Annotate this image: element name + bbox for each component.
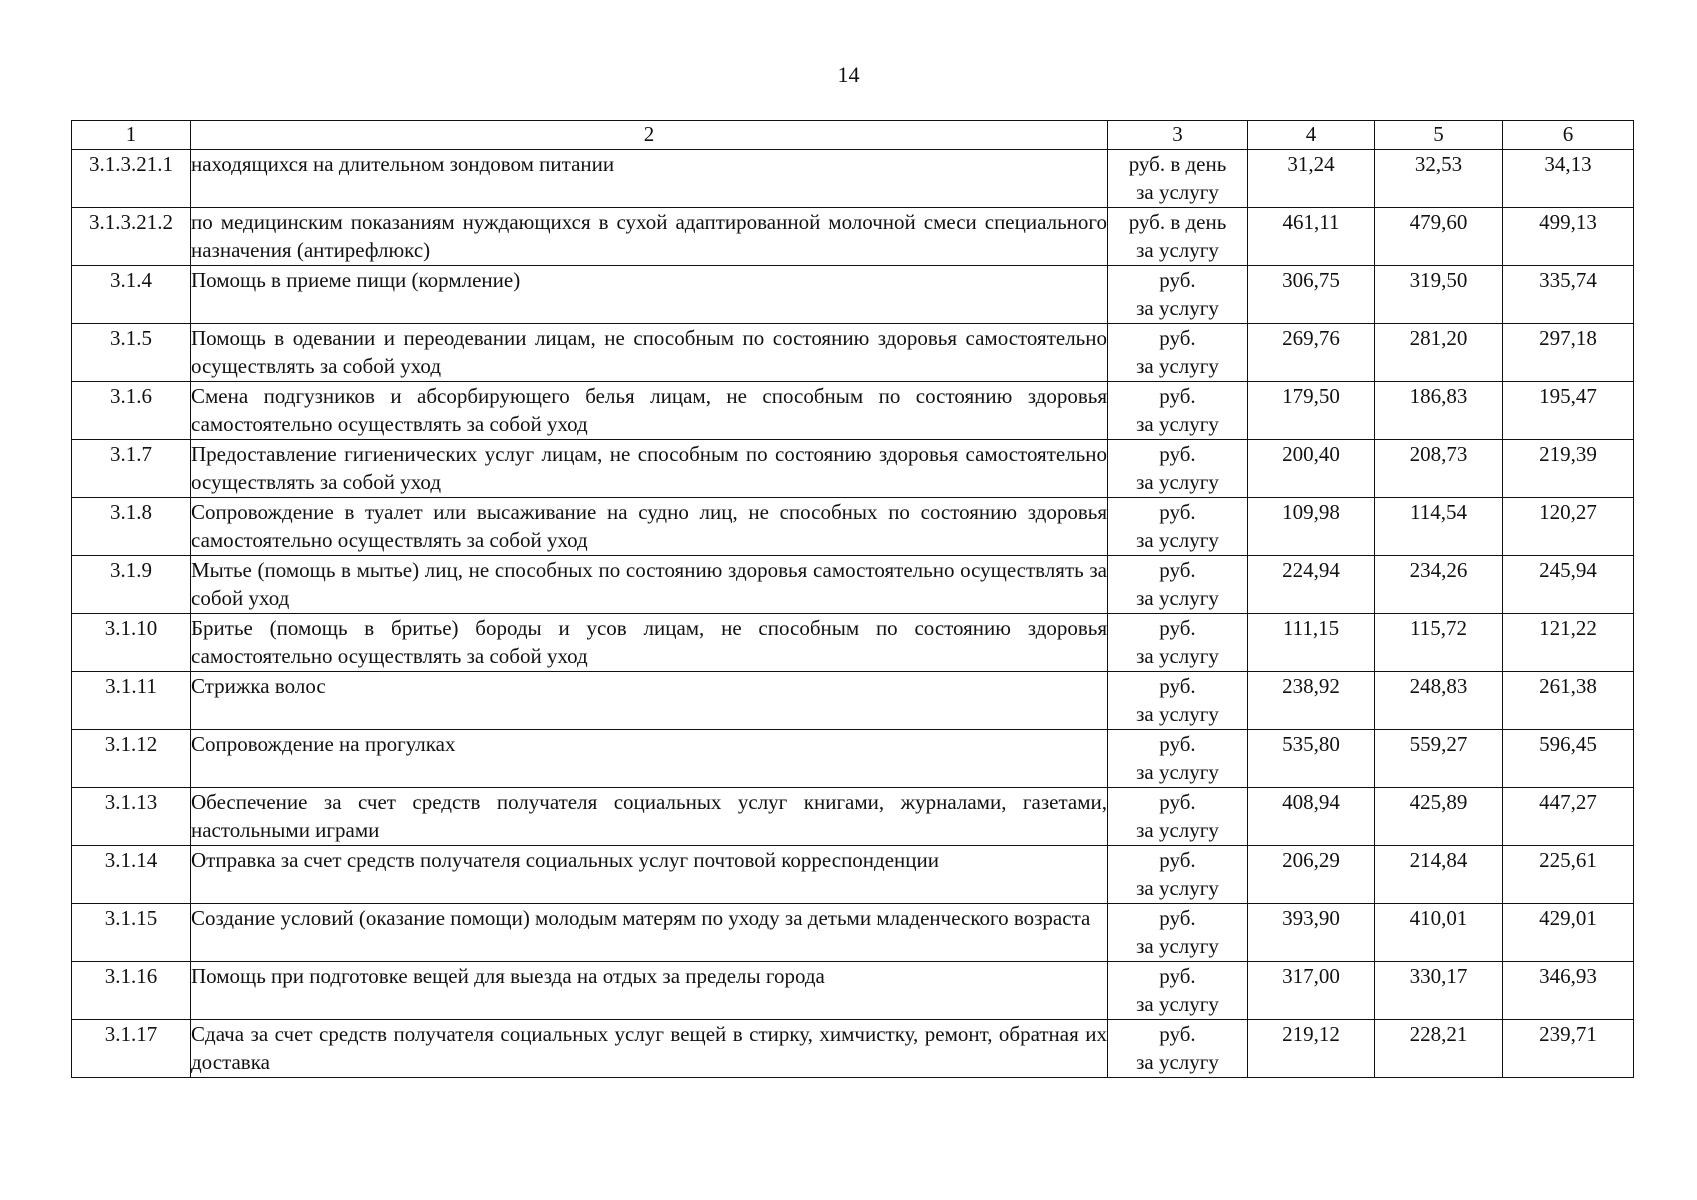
price-col-5: 186,83 (1375, 382, 1503, 440)
unit (1108, 1020, 1248, 1078)
column-number: 4 (1248, 121, 1375, 150)
unit-line: руб. (1159, 1022, 1196, 1046)
unit-line: руб. (1159, 790, 1196, 814)
table-row (72, 150, 1634, 208)
price-col-5: 479,60 (1375, 208, 1503, 266)
price-col-6: 219,39 (1503, 440, 1634, 498)
unit-line: руб. (1159, 442, 1196, 466)
table-row (72, 730, 1634, 788)
service-code: 3.1.7 (72, 440, 191, 498)
unit (1108, 788, 1248, 846)
price-col-6: 120,27 (1503, 498, 1634, 556)
unit-line: руб. (1159, 384, 1196, 408)
unit-line: за услугу (1136, 180, 1219, 204)
service-code: 3.1.9 (72, 556, 191, 614)
column-number: 3 (1108, 121, 1248, 150)
unit (1108, 672, 1248, 730)
service-description: Мытье (помощь в мытье) лиц, не способных по состоянию здоровья самостоятельно осуществлять за собой уход (191, 556, 1108, 614)
price-col-4: 306,75 (1248, 266, 1375, 324)
column-number-row (72, 121, 1634, 150)
unit (1108, 324, 1248, 382)
price-col-5: 114,54 (1375, 498, 1503, 556)
price-col-4: 238,92 (1248, 672, 1375, 730)
price-col-6: 596,45 (1503, 730, 1634, 788)
table-row (72, 440, 1634, 498)
unit-line: за услугу (1136, 296, 1219, 320)
unit-line: за услугу (1136, 238, 1219, 262)
unit-line: руб. (1159, 906, 1196, 930)
price-col-6: 261,38 (1503, 672, 1634, 730)
service-code: 3.1.10 (72, 614, 191, 672)
unit-line: руб. (1159, 326, 1196, 350)
price-col-4: 461,11 (1248, 208, 1375, 266)
unit (1108, 498, 1248, 556)
tariff-table (71, 120, 1634, 1078)
price-col-4: 219,12 (1248, 1020, 1375, 1078)
service-code: 3.1.17 (72, 1020, 191, 1078)
price-col-5: 115,72 (1375, 614, 1503, 672)
service-description: Помощь при подготовке вещей для выезда на отдых за пределы города (191, 962, 1108, 1020)
service-code: 3.1.12 (72, 730, 191, 788)
unit-line: за услугу (1136, 760, 1219, 784)
unit-line: руб. (1159, 558, 1196, 582)
page-number: 14 (837, 62, 860, 87)
service-description: Обеспечение за счет средств получателя социальных услуг книгами, журналами, газетами, настольными играми (191, 788, 1108, 846)
price-col-5: 228,21 (1375, 1020, 1503, 1078)
price-col-4: 535,80 (1248, 730, 1375, 788)
price-col-5: 208,73 (1375, 440, 1503, 498)
price-col-6: 34,13 (1503, 150, 1634, 208)
unit-line: за услугу (1136, 818, 1219, 842)
table-row (72, 324, 1634, 382)
service-description: Отправка за счет средств получателя социальных услуг почтовой корреспонденции (191, 846, 1108, 904)
unit (1108, 904, 1248, 962)
price-col-4: 269,76 (1248, 324, 1375, 382)
price-col-5: 234,26 (1375, 556, 1503, 614)
unit-line: руб. (1159, 848, 1196, 872)
service-code: 3.1.4 (72, 266, 191, 324)
unit-line: за услугу (1136, 876, 1219, 900)
table-row (72, 208, 1634, 266)
price-col-5: 559,27 (1375, 730, 1503, 788)
table-row (72, 266, 1634, 324)
unit-line: руб. (1159, 674, 1196, 698)
unit (1108, 962, 1248, 1020)
unit-line: руб. (1159, 964, 1196, 988)
price-col-4: 111,15 (1248, 614, 1375, 672)
price-col-4: 206,29 (1248, 846, 1375, 904)
column-number: 2 (191, 121, 1108, 150)
service-description: Создание условий (оказание помощи) молодым матерям по уходу за детьми младенческого возраста (191, 904, 1108, 962)
unit-line: за услугу (1136, 354, 1219, 378)
service-description: Помощь в одевании и переодевании лицам, не способным по состоянию здоровья самостоятельно осуществлять за собой уход (191, 324, 1108, 382)
unit-line: за услугу (1136, 992, 1219, 1016)
price-col-4: 224,94 (1248, 556, 1375, 614)
unit-line: за услугу (1136, 702, 1219, 726)
unit (1108, 556, 1248, 614)
price-col-5: 425,89 (1375, 788, 1503, 846)
service-code: 3.1.5 (72, 324, 191, 382)
service-code: 3.1.13 (72, 788, 191, 846)
service-code: 3.1.14 (72, 846, 191, 904)
price-col-6: 239,71 (1503, 1020, 1634, 1078)
service-code: 3.1.11 (72, 672, 191, 730)
service-description: Бритье (помощь в бритье) бороды и усов лицам, не способным по состоянию здоровья самостоятельно осуществлять за собой уход (191, 614, 1108, 672)
service-code: 3.1.6 (72, 382, 191, 440)
unit (1108, 846, 1248, 904)
service-code: 3.1.3.21.2 (72, 208, 191, 266)
service-code: 3.1.15 (72, 904, 191, 962)
price-col-5: 248,83 (1375, 672, 1503, 730)
column-number: 6 (1503, 121, 1634, 150)
price-col-5: 214,84 (1375, 846, 1503, 904)
price-col-5: 32,53 (1375, 150, 1503, 208)
unit-line: руб. (1159, 500, 1196, 524)
service-description: Сопровождение на прогулках (191, 730, 1108, 788)
table-row (72, 788, 1634, 846)
table-row (72, 1020, 1634, 1078)
unit-line: за услугу (1136, 586, 1219, 610)
unit (1108, 382, 1248, 440)
unit-line: руб. (1159, 268, 1196, 292)
price-col-5: 330,17 (1375, 962, 1503, 1020)
table-row (72, 846, 1634, 904)
unit (1108, 614, 1248, 672)
service-code: 3.1.3.21.1 (72, 150, 191, 208)
table-row (72, 904, 1634, 962)
service-code: 3.1.8 (72, 498, 191, 556)
table-row (72, 672, 1634, 730)
service-description: Смена подгузников и абсорбирующего белья лицам, не способным по состоянию здоровья самостоятельно осуществлять за собой уход (191, 382, 1108, 440)
service-description: по медицинским показаниям нуждающихся в сухой адаптированной молочной смеси специального назначения (антирефлюкс) (191, 208, 1108, 266)
unit (1108, 150, 1248, 208)
unit-line: руб. (1159, 616, 1196, 640)
table-row (72, 498, 1634, 556)
table-row (72, 614, 1634, 672)
price-col-4: 179,50 (1248, 382, 1375, 440)
price-col-4: 408,94 (1248, 788, 1375, 846)
price-col-6: 335,74 (1503, 266, 1634, 324)
unit-line: за услугу (1136, 528, 1219, 552)
table-row (72, 382, 1634, 440)
price-col-4: 317,00 (1248, 962, 1375, 1020)
price-col-5: 319,50 (1375, 266, 1503, 324)
price-col-4: 393,90 (1248, 904, 1375, 962)
unit (1108, 266, 1248, 324)
price-col-6: 447,27 (1503, 788, 1634, 846)
price-col-4: 109,98 (1248, 498, 1375, 556)
unit-line: руб. (1159, 732, 1196, 756)
service-description: Стрижка волос (191, 672, 1108, 730)
unit-line: за услугу (1136, 470, 1219, 494)
price-col-5: 410,01 (1375, 904, 1503, 962)
price-col-6: 346,93 (1503, 962, 1634, 1020)
service-description: Помощь в приеме пищи (кормление) (191, 266, 1108, 324)
unit-line: за услугу (1136, 1050, 1219, 1074)
unit-line: руб. в день (1128, 210, 1227, 234)
unit-line: за услугу (1136, 644, 1219, 668)
column-number: 1 (72, 121, 191, 150)
unit (1108, 730, 1248, 788)
column-number: 5 (1375, 121, 1503, 150)
service-description: Предоставление гигиенических услуг лицам, не способным по состоянию здоровья самостоятельно осуществлять за собой уход (191, 440, 1108, 498)
unit-line: за услугу (1136, 412, 1219, 436)
price-col-6: 121,22 (1503, 614, 1634, 672)
price-col-6: 297,18 (1503, 324, 1634, 382)
price-col-6: 245,94 (1503, 556, 1634, 614)
service-description: Сдача за счет средств получателя социальных услуг вещей в стирку, химчистку, ремонт, обратная их доставка (191, 1020, 1108, 1078)
price-col-6: 429,01 (1503, 904, 1634, 962)
price-col-4: 31,24 (1248, 150, 1375, 208)
unit (1108, 208, 1248, 266)
service-code: 3.1.16 (72, 962, 191, 1020)
price-col-6: 195,47 (1503, 382, 1634, 440)
table-row (72, 556, 1634, 614)
price-col-5: 281,20 (1375, 324, 1503, 382)
price-col-4: 200,40 (1248, 440, 1375, 498)
price-col-6: 499,13 (1503, 208, 1634, 266)
unit-line: за услугу (1136, 934, 1219, 958)
service-description: Сопровождение в туалет или высаживание на судно лиц, не способных по состоянию здоровья самостоятельно осуществлять за собой уход (191, 498, 1108, 556)
unit (1108, 440, 1248, 498)
price-col-6: 225,61 (1503, 846, 1634, 904)
table-row (72, 962, 1634, 1020)
unit-line: руб. в день (1128, 152, 1227, 176)
service-description: находящихся на длительном зондовом питании (191, 150, 1108, 208)
